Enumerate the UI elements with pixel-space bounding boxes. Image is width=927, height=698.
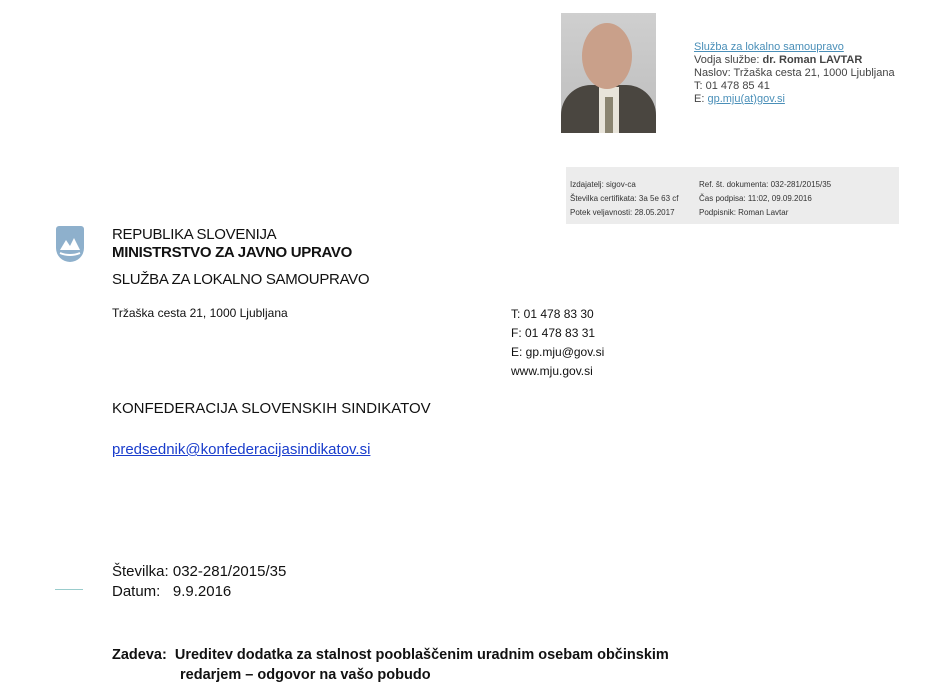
org-line3: SLUŽBA ZA LOKALNO SAMOUPRAVO <box>112 271 370 288</box>
date-label: Datum: <box>112 583 161 600</box>
org-line2: MINISTRSTVO ZA JAVNO UPRAVO <box>112 244 352 261</box>
sig-ref: Ref. št. dokumenta: 032-281/2015/35 <box>699 180 832 189</box>
org-web: www.mju.gov.si <box>511 364 593 378</box>
subject-label: Zadeva: <box>112 647 167 663</box>
service-link[interactable]: Služba za lokalno samoupravo <box>694 41 844 53</box>
portrait-photo <box>561 13 656 133</box>
card-phone: T: 01 478 85 41 <box>694 80 770 92</box>
head-label: Vodja službe: <box>694 54 763 66</box>
sig-expiry: Potek veljavnosti: 28.05.2017 <box>570 208 675 217</box>
org-phone: T: 01 478 83 30 <box>511 307 594 321</box>
subject-line2: redarjem – odgovor na vašo pobudo <box>180 667 431 683</box>
recipient-name: KONFEDERACIJA SLOVENSKIH SINDIKATOV <box>112 400 431 417</box>
coat-of-arms-icon <box>56 226 84 262</box>
org-fax: F: 01 478 83 31 <box>511 326 596 340</box>
sig-cert: Številka certifikata: 3a 5e 63 cf <box>570 194 679 203</box>
subject <box>112 645 669 685</box>
contact-card <box>694 41 895 106</box>
fold-mark <box>55 589 83 590</box>
sig-time: Čas podpisa: 11:02, 09.09.2016 <box>699 194 812 203</box>
org-line1: REPUBLIKA SLOVENIJA <box>112 226 277 243</box>
subject-line1: Ureditev dodatka za stalnost pooblaščenim uradnim osebam občinskim <box>174 647 669 663</box>
org-email: E: gp.mju@gov.si <box>511 345 605 359</box>
recipient-email-link[interactable]: predsednik@konfederacijasindikatov.si <box>112 441 371 458</box>
document-number: Številka: 032-281/2015/35 <box>112 563 287 580</box>
org-contacts <box>511 305 604 381</box>
email-label: E: <box>694 93 708 105</box>
date-value: 9.9.2016 <box>172 583 232 600</box>
org-address: Tržaška cesta 21, 1000 Ljubljana <box>112 306 288 320</box>
card-address: Naslov: Tržaška cesta 21, 1000 Ljubljana <box>694 67 895 79</box>
head-name: dr. Roman LAVTAR <box>762 54 863 66</box>
sig-issuer: Izdajatelj: sigov-ca <box>570 180 636 189</box>
card-email-link[interactable]: gp.mju(at)gov.si <box>707 93 785 105</box>
sig-signer: Podpisnik: Roman Lavtar <box>699 208 789 217</box>
digital-signature-box <box>566 167 899 224</box>
